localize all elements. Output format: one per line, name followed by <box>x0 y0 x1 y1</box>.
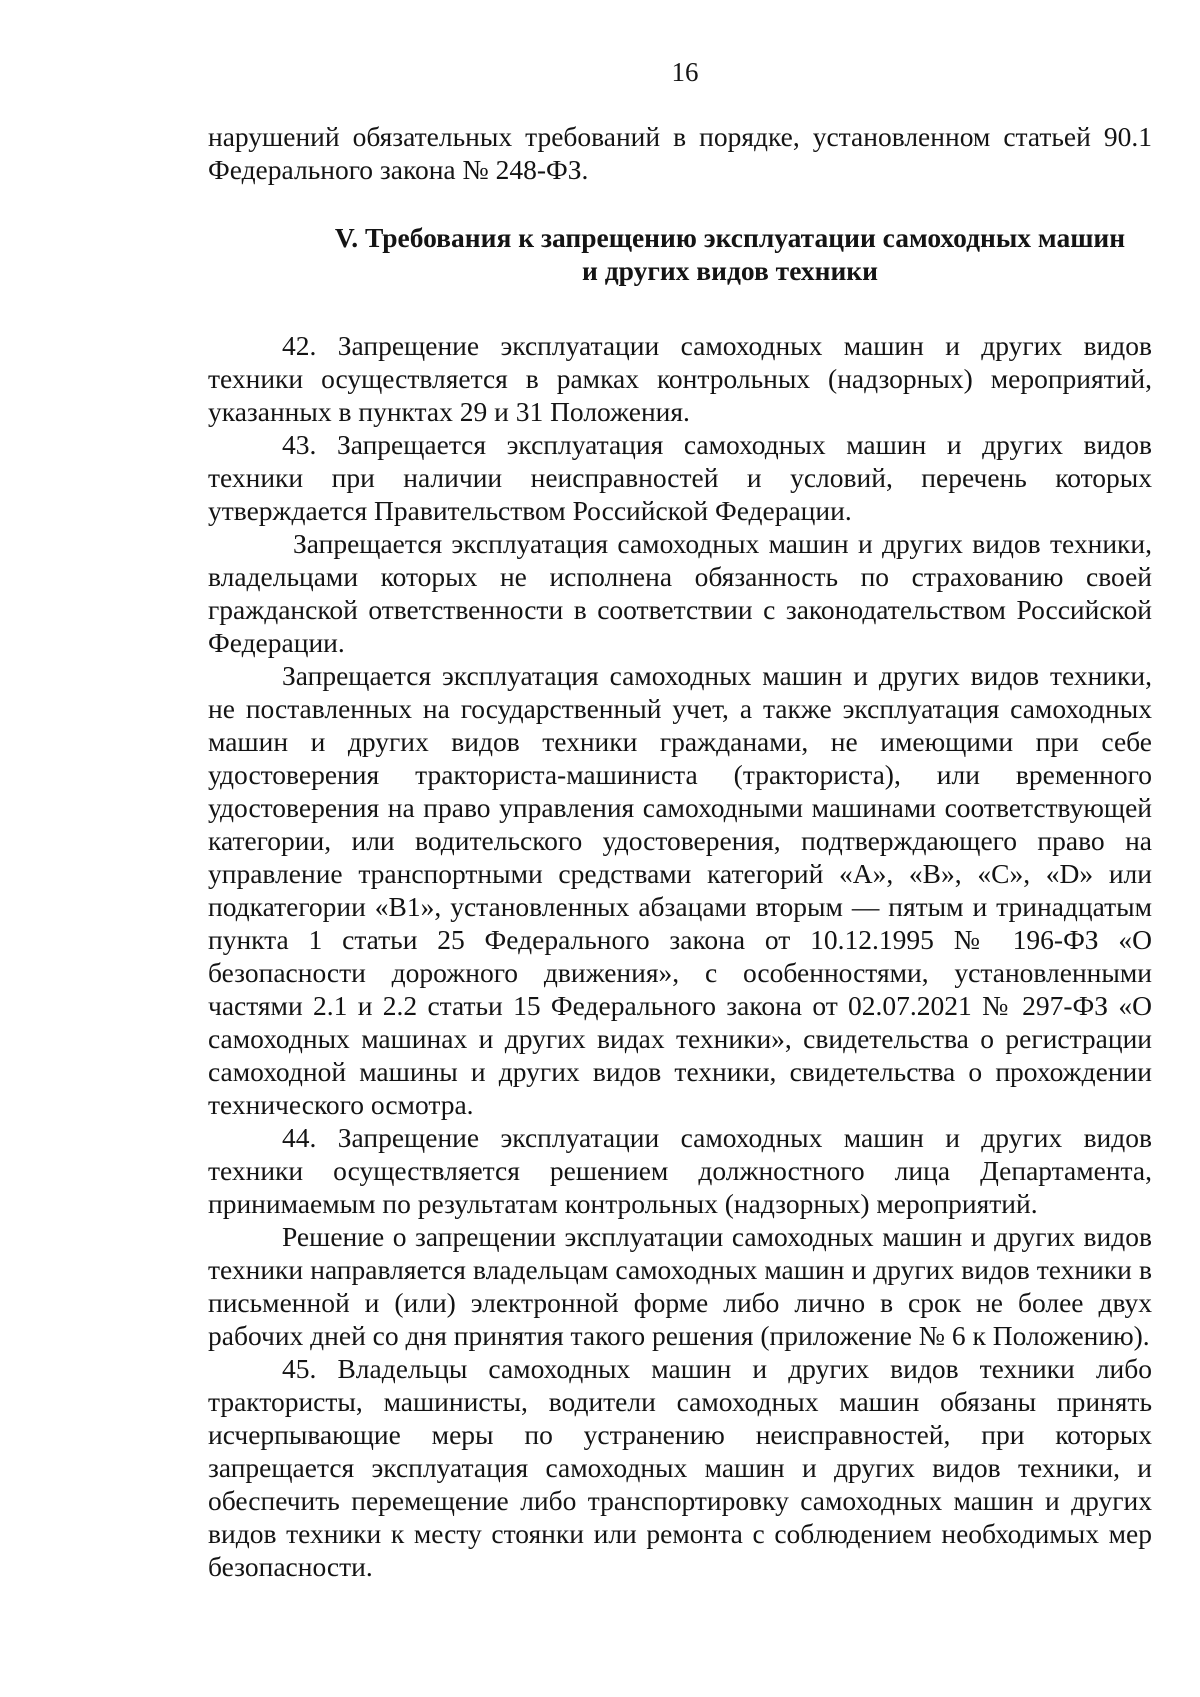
paragraph-43-insurance: Запрещается эксплуатация самоходных машин и других видов техники, владельцами которых не исполнена обязанность по страхованию своей гражданской ответственности в соответствии с законодательством Российской Федерации. <box>208 528 1152 658</box>
section-heading-line-1: V. Требования к запрещению эксплуатации самоходных машин <box>334 222 1126 253</box>
intro-paragraph: нарушений обязательных требований в порядке, установленном статьей 90.1 Федерального закона № 248-ФЗ. <box>208 121 1152 185</box>
paragraph-44-decision: Решение о запрещении эксплуатации самоходных машин и других видов техники направляется владельцам самоходных машин и других видов техники в письменной и (или) электронной форме либо лично в срок не более двух рабочих дней со дня принятия такого решения (приложение № 6 к Положению). <box>208 1221 1152 1351</box>
paragraph-43-registration: Запрещается эксплуатация самоходных машин и других видов техники, не поставленных на государственный учет, а также эксплуатация самоходных машин и других видов техники гражданами, не имеющими при себе удостоверения тракториста-машиниста (тракториста), или временного удостоверения на право управления самоходными машинами соответствующей категории, или водительского удостоверения, подтверждающего право на управление транспортными средствами категорий «А», «В», «С», «D» или подкатегории «В1», установленных абзацами вторым — пятым и тринадцатым пункта 1 статьи 25 Федерального закона от 10.12.1995 № 196-ФЗ «О безопасности дорожного движения», с особенностями, установленными частями 2.1 и 2.2 статьи 15 Федерального закона от 02.07.2021 № 297-ФЗ «О самоходных машинах и других видах техники», свидетельства о регистрации самоходной машины и других видов техники, свидетельства о прохождении технического осмотра. <box>208 660 1152 1120</box>
paragraph-44: 44. Запрещение эксплуатации самоходных машин и других видов техники осуществляется решением должностного лица Департамента, принимаемым по результатам контрольных (надзорных) мероприятий. <box>208 1122 1152 1219</box>
paragraph-43: 43. Запрещается эксплуатация самоходных машин и других видов техники при наличии неисправностей и условий, перечень которых утверждается Правительством Российской Федерации. <box>208 429 1152 526</box>
section-heading <box>308 221 1152 287</box>
document-body <box>208 120 1152 1583</box>
section-heading-line-2: и других видов техники <box>582 255 878 286</box>
paragraph-42: 42. Запрещение эксплуатации самоходных машин и других видов техники осуществляется в рамках контрольных (надзорных) мероприятий, указанных в пунктах 29 и 31 Положения. <box>208 330 1152 427</box>
page-number: 16 <box>671 57 699 87</box>
paragraph-45: 45. Владельцы самоходных машин и других видов техники либо трактористы, машинисты, водители самоходных машин обязаны принять исчерпывающие меры по устранению неисправностей, при которых запрещается эксплуатация самоходных машин и других видов техники, и обеспечить перемещение либо транспортировку самоходных машин и других видов техники к месту стоянки или ремонта с соблюдением необходимых мер безопасности. <box>208 1353 1152 1582</box>
